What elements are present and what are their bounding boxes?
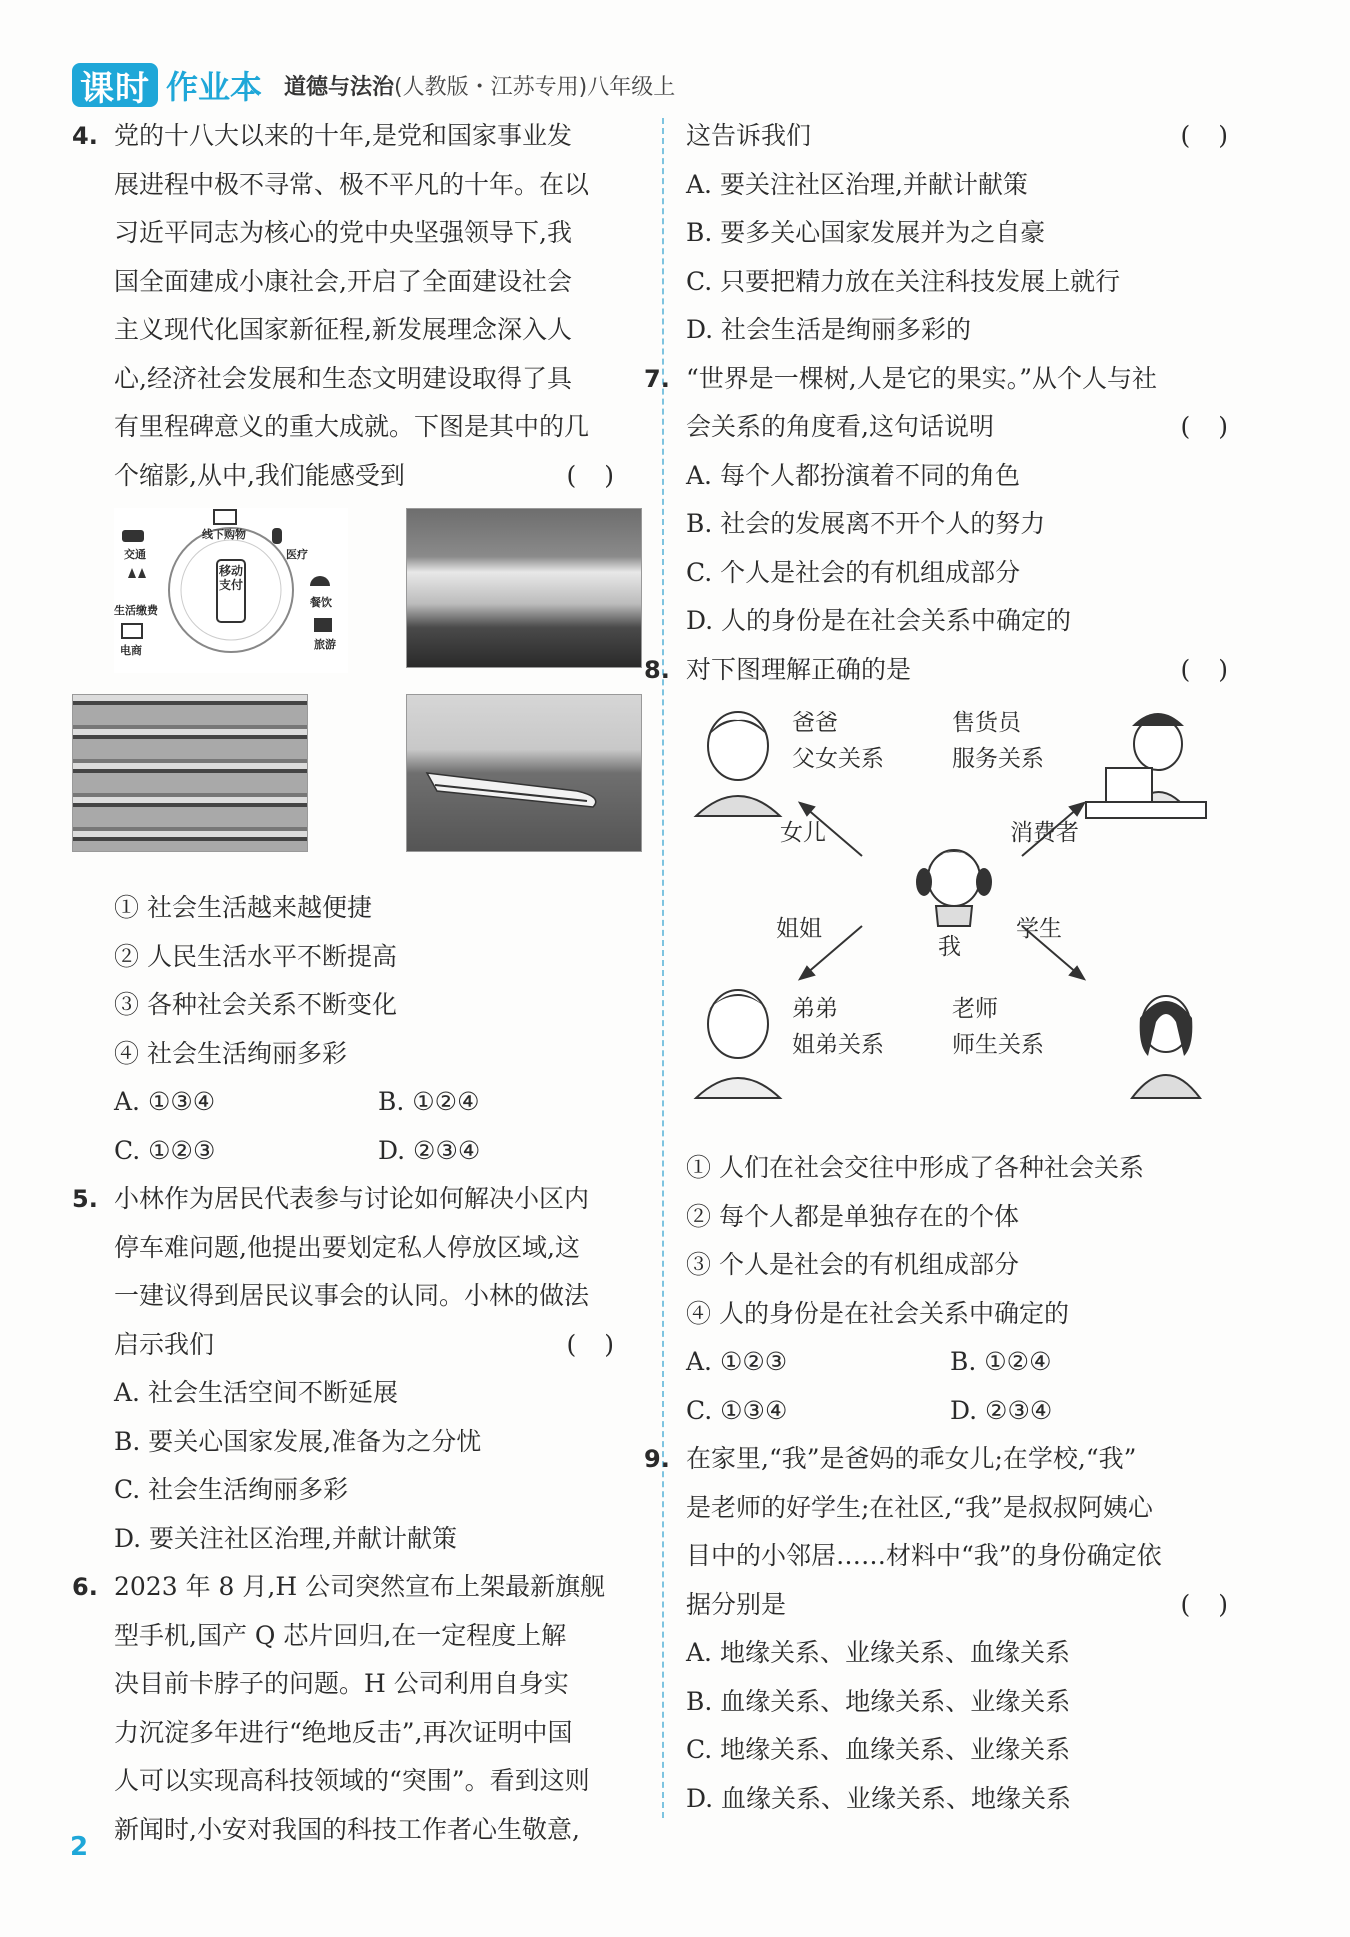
- seller-relation-label: 服务关系: [952, 746, 1044, 772]
- supermarket-photo: [72, 694, 308, 852]
- question-line: 有里程碑意义的重大成就。下图是其中的几: [114, 412, 590, 441]
- seller-label: 售货员: [952, 710, 1021, 736]
- answer-blank: (): [1180, 1589, 1256, 1619]
- question-line: 型手机,国产 Q 芯片回归,在一定程度上解: [114, 1620, 567, 1650]
- page-number: 2: [70, 1832, 89, 1862]
- daughter-label: 女儿: [780, 820, 826, 846]
- waterfall-photo: [406, 508, 642, 668]
- question-number: 9.: [644, 1445, 670, 1473]
- question-line: 主义现代化国家新征程,新发展理念深入人: [114, 315, 572, 344]
- option-a[interactable]: A. 每个人都扮演着不同的角色: [686, 460, 1020, 490]
- teacher-label: 老师: [952, 996, 998, 1022]
- question-line: 力沉淀多年进行“绝地反击”,再次证明中国: [114, 1717, 573, 1747]
- option-c[interactable]: C. 社会生活绚丽多彩: [114, 1475, 349, 1504]
- mobile-payment-diagram: [114, 508, 348, 673]
- option-b[interactable]: B. ①②④: [950, 1347, 1052, 1376]
- option-row: [644, 1387, 1256, 1436]
- question-6: [72, 1563, 642, 1854]
- question-number: 6.: [72, 1573, 98, 1601]
- option-a[interactable]: A. 地缘关系、业缘关系、血缘关系: [686, 1638, 1070, 1667]
- question-line: 4. 党的十八大以来的十年,是党和国家事业发: [72, 112, 642, 161]
- question-line: 8. 对下图理解正确的是 (): [644, 646, 1256, 695]
- question-8: [644, 646, 1256, 1436]
- option-c[interactable]: C. ①②③: [114, 1135, 216, 1165]
- logo-highlight: 课时: [72, 63, 158, 107]
- brother-figure: [696, 990, 780, 1098]
- option-c[interactable]: C. 地缘关系、血缘关系、业缘关系: [686, 1735, 1071, 1764]
- question-line: 人可以实现高科技领域的“突围”。看到这则: [114, 1766, 590, 1795]
- subject-detail: (人教版・江苏专用)八年级上: [394, 74, 676, 100]
- question-line: 6. 2023 年 8 月,H 公司突然宣布上架最新旗舰: [72, 1563, 642, 1612]
- question-line: 停车难问题,他提出要划定私人停放区域,这: [114, 1232, 580, 1262]
- father-label: 爸爸: [792, 710, 838, 736]
- shop-assistant-figure: [1086, 713, 1206, 818]
- question-5: [72, 1175, 642, 1563]
- transport-label: 交通: [124, 548, 146, 561]
- social-relations-diagram: [686, 706, 1256, 1136]
- answer-blank: (): [1180, 654, 1256, 684]
- photo-grid: [72, 508, 642, 878]
- answer-blank: (): [1180, 412, 1256, 441]
- question-7: [644, 355, 1256, 646]
- question-line: 展进程中极不寻常、极不平凡的十年。在以: [114, 169, 590, 199]
- option-b[interactable]: B. 社会的发展离不开个人的努力: [686, 509, 1046, 538]
- option-row: [72, 1078, 642, 1127]
- question-9: [644, 1435, 1256, 1823]
- question-line: 国全面建成小康社会,开启了全面建设社会: [114, 266, 572, 296]
- teacher-relation-label: 师生关系: [952, 1032, 1044, 1058]
- question-number: 5.: [72, 1185, 98, 1213]
- answer-blank: (): [1180, 121, 1256, 150]
- right-column: [644, 112, 1256, 1823]
- statement: ② 人民生活水平不断提高: [114, 941, 397, 971]
- statement: ③ 个人是社会的有机组成部分: [686, 1250, 1019, 1279]
- medical-label: 医疗: [286, 548, 308, 561]
- question-line: 这告诉我们 (): [686, 112, 1256, 161]
- statement: ① 人们在社会交往中形成了各种社会关系: [686, 1153, 1144, 1182]
- option-b[interactable]: B. 血缘关系、地缘关系、业缘关系: [686, 1686, 1071, 1716]
- sister-label: 姐姐: [776, 916, 822, 942]
- statement: ① 社会生活越来越便捷: [114, 893, 372, 922]
- option-b[interactable]: B. 要关心国家发展,准备为之分忧: [114, 1426, 482, 1456]
- option-c[interactable]: C. ①③④: [686, 1395, 788, 1425]
- father-relation-label: 父女关系: [792, 746, 884, 772]
- option-a[interactable]: A. 社会生活空间不断延展: [114, 1378, 398, 1407]
- statement: ② 每个人都是单独存在的个体: [686, 1201, 1019, 1231]
- question-line: 会关系的角度看,这句话说明 (): [644, 403, 1256, 452]
- question-6-continued: [686, 112, 1256, 355]
- consumer-label: 消费者: [1010, 820, 1079, 846]
- option-a[interactable]: A. 要关注社区治理,并献计献策: [686, 169, 1028, 199]
- ecommerce-label: 电商: [120, 644, 142, 657]
- logo-text: 作业本: [166, 68, 263, 106]
- page-header: [72, 60, 675, 110]
- dining-label: 餐饮: [310, 596, 332, 609]
- question-line: 心,经济社会发展和生态文明建设取得了具: [114, 363, 572, 393]
- option-b[interactable]: B. 要多关心国家发展并为之自豪: [686, 218, 1046, 247]
- question-line: 据分别是 (): [644, 1581, 1256, 1630]
- question-line: 7. “世界是一棵树,人是它的果实。”从个人与社: [644, 355, 1256, 404]
- statement: ④ 社会生活绚丽多彩: [114, 1038, 347, 1068]
- question-line: 习近平同志为核心的党中央坚强领导下,我: [114, 218, 572, 247]
- high-speed-train-photo: [406, 694, 642, 852]
- question-line: 新闻时,小安对我国的科技工作者心生敬意,: [114, 1814, 580, 1844]
- option-d[interactable]: D. 社会生活是绚丽多彩的: [686, 315, 972, 344]
- statement: ④ 人的身份是在社会关系中确定的: [686, 1298, 1069, 1328]
- question-number: 7.: [644, 364, 670, 393]
- father-figure: [696, 712, 780, 816]
- answer-blank: (): [566, 1329, 642, 1359]
- utilities-label: 生活缴费: [114, 604, 158, 617]
- mobile-pay-label: 移动支付: [219, 564, 244, 592]
- student-label: 学生: [1016, 916, 1062, 942]
- question-line: 个缩影,从中,我们能感受到 (): [72, 452, 642, 501]
- girl-figure: [916, 850, 992, 926]
- question-line: 5. 小林作为居民代表参与讨论如何解决小区内: [72, 1175, 642, 1224]
- me-label: 我: [938, 934, 961, 960]
- question-line: 决目前卡脖子的问题。H 公司利用自身实: [114, 1669, 569, 1698]
- question-line: 目中的小邻居……材料中“我”的身份确定依: [686, 1541, 1162, 1570]
- option-b[interactable]: B. ①②④: [378, 1087, 480, 1116]
- left-column: [72, 112, 642, 1854]
- option-d[interactable]: D. 人的身份是在社会关系中确定的: [686, 606, 1072, 635]
- option-row: [644, 1338, 1256, 1387]
- question-line: 一建议得到居民议事会的认同。小林的做法: [114, 1281, 590, 1310]
- question-line: 是老师的好学生;在社区,“我”是叔叔阿姨心: [686, 1492, 1153, 1522]
- travel-label: 旅游: [314, 638, 336, 651]
- teacher-figure: [1132, 996, 1200, 1098]
- question-number: 8.: [644, 655, 670, 684]
- option-a[interactable]: A. ①②③: [686, 1347, 788, 1376]
- brother-relation-label: 姐弟关系: [792, 1032, 884, 1058]
- subject-title: 道德与法治: [284, 74, 395, 100]
- option-d[interactable]: D. 血缘关系、业缘关系、地缘关系: [686, 1783, 1072, 1813]
- question-4: [72, 112, 642, 1175]
- option-d[interactable]: D. 要关注社区治理,并献计献策: [114, 1523, 457, 1553]
- question-line: 启示我们 (): [72, 1321, 642, 1370]
- option-a[interactable]: A. ①③④: [114, 1087, 216, 1116]
- brother-label: 弟弟: [792, 996, 838, 1022]
- question-number: 4.: [72, 122, 98, 150]
- shopping-label: 线下购物: [202, 528, 246, 541]
- statement: ③ 各种社会关系不断变化: [114, 990, 397, 1019]
- option-d[interactable]: D. ②③④: [950, 1395, 1053, 1425]
- option-c[interactable]: C. 个人是社会的有机组成部分: [686, 557, 1021, 587]
- option-row: [72, 1127, 642, 1176]
- option-c[interactable]: C. 只要把精力放在关注科技发展上就行: [686, 266, 1121, 296]
- answer-blank: (): [566, 460, 642, 490]
- option-d[interactable]: D. ②③④: [378, 1135, 481, 1165]
- question-line: 9. 在家里,“我”是爸妈的乖女儿;在学校,“我”: [644, 1435, 1256, 1484]
